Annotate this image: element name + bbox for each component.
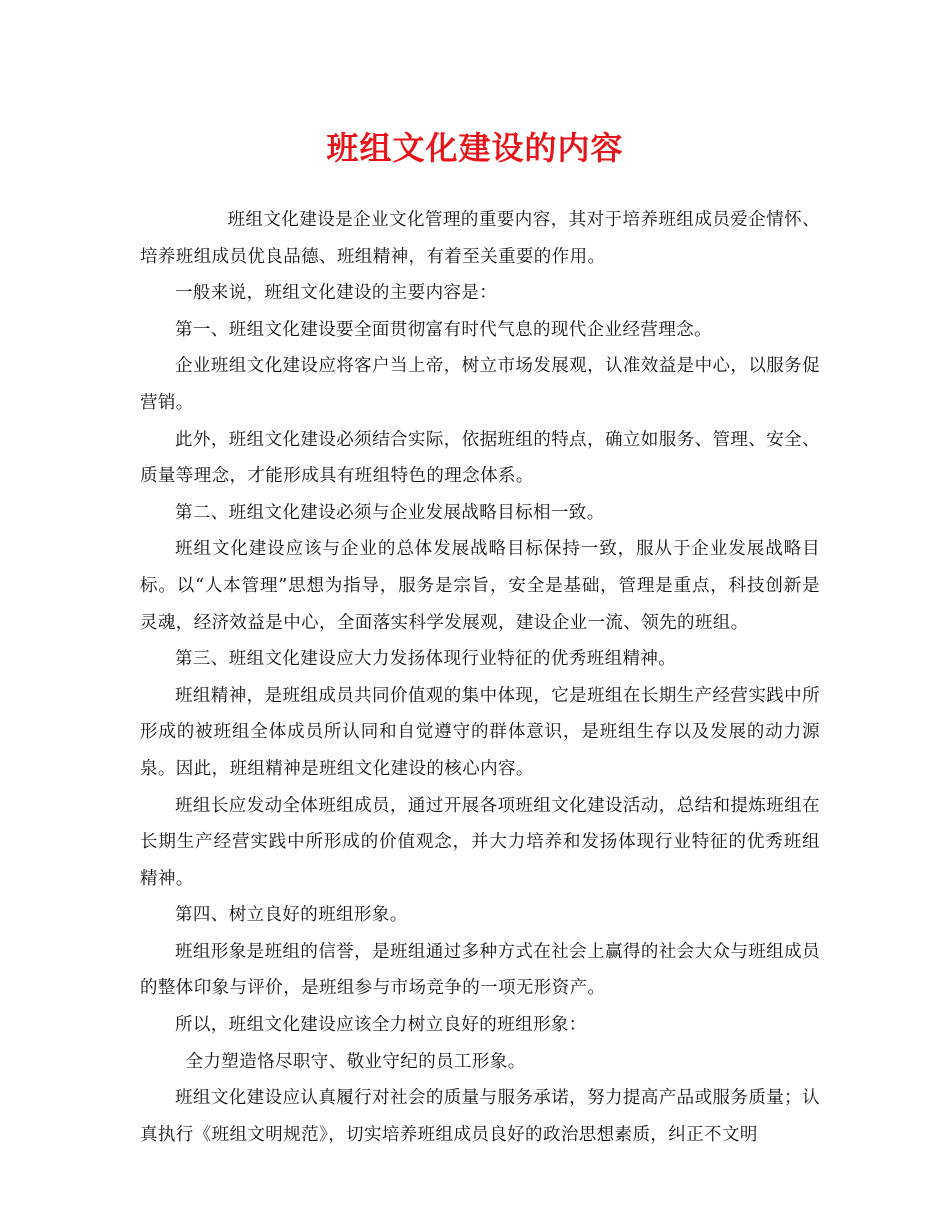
paragraph-team-image: 班组形象是班组的信誉，是班组通过多种方式在社会上赢得的社会大众与班组成员的整体印象与评价，是班组参与市场竞争的一项无形资产。 <box>140 941 820 999</box>
paragraph-employee-image: 全力塑造恪尽职守、敬业守纪的员工形象。 <box>185 1051 526 1072</box>
paragraph-commitment: 班组文化建设应认真履行对社会的质量与服务承诺，努力提高产品或服务质量；认真执行《班组文明规范》，切实培养班组成员良好的政治思想素质，纠正不文明 <box>140 1088 820 1145</box>
section-heading-2: 第二、班组文化建设必须与企业发展战略目标相一致。 <box>175 502 605 523</box>
section-heading-1: 第一、班组文化建设要全面贯彻富有时代气息的现代企业经营理念。 <box>175 319 712 340</box>
paragraph-team-leader: 班组长应发动全体班组成员，通过开展各项班组文化建设活动，总结和提炼班组在长期生产经营实践中所形成的价值观念，并大力培养和发扬体现行业特征的优秀班组精神。 <box>140 795 820 889</box>
paragraph-strategy: 班组文化建设应该与企业的总体发展战略目标保持一致，服从于企业发展战略目标。以“人本管理”思想为指导，服务是宗旨，安全是基础，管理是重点，科技创新是灵魂，经济效益是中心，全面落实科学发展观，建设企业一流、领先的班组。 <box>140 539 820 633</box>
paragraph-summary: 一般来说，班组文化建设的主要内容是： <box>175 283 498 304</box>
section-heading-4: 第四、树立良好的班组形象。 <box>175 905 408 926</box>
paragraph-practice: 此外，班组文化建设必须结合实际，依据班组的特点，确立如服务、管理、安全、质量等理念，才能形成具有班组特色的理念体系。 <box>140 429 820 487</box>
paragraph-customer: 企业班组文化建设应将客户当上帝，树立市场发展观，认准效益是中心，以服务促营销。 <box>140 356 820 413</box>
paragraph-intro: 班组文化建设是企业文化管理的重要内容，其对于培养班组成员爱企情怀、培养班组成员优良品德、班组精神，有着至关重要的作用。 <box>140 210 820 267</box>
paragraph-therefore: 所以，班组文化建设应该全力树立良好的班组形象： <box>175 1015 587 1036</box>
document-body <box>140 202 820 1153</box>
section-heading-3: 第三、班组文化建设应大力发扬体现行业特征的优秀班组精神。 <box>175 649 677 670</box>
paragraph-team-spirit: 班组精神，是班组成员共同价值观的集中体现，它是班组在长期生产经营实践中所形成的被班组全体成员所认同和自觉遵守的群体意识，是班组生存以及发展的动力源泉。因此，班组精神是班组文化建设的核心内容。 <box>140 685 820 779</box>
document-title: 班组文化建设的内容 <box>326 129 624 167</box>
